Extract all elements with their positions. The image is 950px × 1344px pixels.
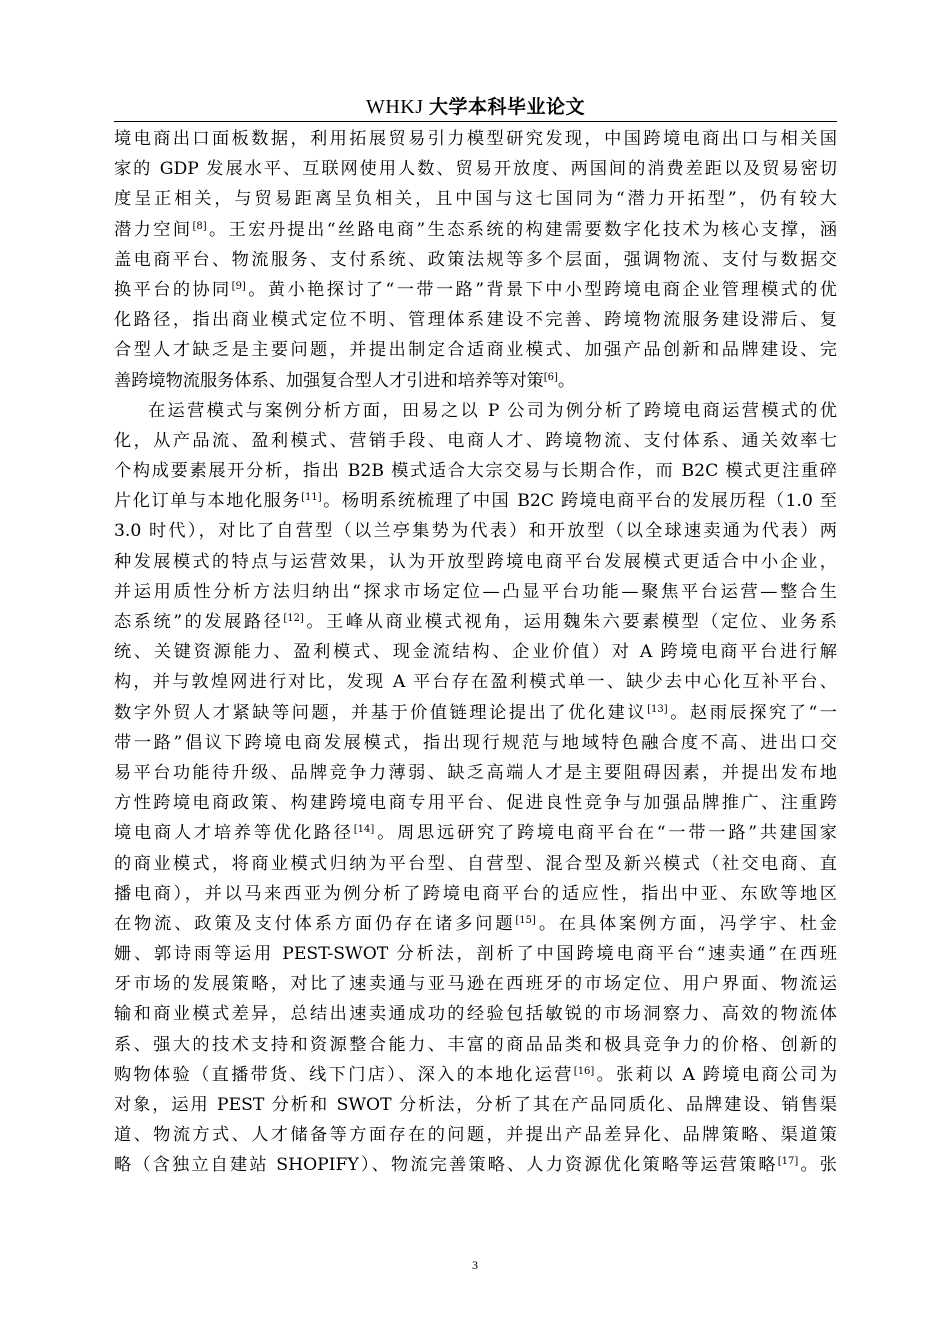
text-line bbox=[114, 335, 837, 365]
text-segment: 家的 GDP 发展水平、互联网使用人数、贸易开放度、两国间的消费差距以及贸易密切 bbox=[114, 159, 837, 180]
text-segment: 。杨明系统梳理了中国 B2C 跨境电商平台的发展历程（1.0 至 bbox=[321, 491, 837, 512]
text-line bbox=[114, 667, 837, 697]
text-segment: 带一路”倡议下跨境电商发展模式，指出现行规范与地域特色融合度不高、进出口交 bbox=[114, 732, 837, 753]
text-line bbox=[114, 215, 837, 245]
text-segment: 度呈正相关，与贸易距离呈负相关，且中国与这七国同为“潜力开拓型”，仍有较大 bbox=[114, 189, 837, 210]
text-segment: 。张 bbox=[798, 1155, 837, 1176]
page-number: 3 bbox=[472, 1258, 478, 1272]
text-line bbox=[114, 939, 837, 969]
text-line bbox=[114, 305, 837, 335]
text-line bbox=[114, 909, 837, 939]
citation-ref: [17] bbox=[777, 1156, 799, 1168]
citation-ref: [13] bbox=[647, 703, 668, 715]
text-segment: 在物流、政策及支付体系方面仍存在诸多问题 bbox=[114, 913, 516, 934]
text-line bbox=[114, 818, 837, 848]
text-line bbox=[114, 456, 837, 486]
text-segment: 易平台功能待升级、品牌竞争力薄弱、缺乏高端人才是主要阻碍因素，并提出发布地 bbox=[114, 762, 837, 783]
text-line bbox=[114, 879, 837, 909]
text-segment: 潜力空间 bbox=[114, 219, 193, 240]
text-segment: 3.0 时代），对比了自营型（以兰亭集势为代表）和开放型（以全球速卖通为代表）两 bbox=[114, 521, 837, 542]
text-line bbox=[114, 516, 837, 546]
text-segment: 系、强大的技术支持和资源整合能力、丰富的商品品类和极具竞争力的价格、创新的 bbox=[114, 1034, 837, 1055]
text-line bbox=[114, 1120, 837, 1150]
citation-ref: [12] bbox=[283, 613, 304, 624]
text-segment: 。周思远研究了跨境电商平台在“一带一路”共建国家 bbox=[374, 823, 837, 844]
text-line bbox=[114, 124, 837, 154]
text-segment: 购物体验（直播带货、线下门店）、深入的本地化运营 bbox=[114, 1064, 574, 1085]
citation-ref: [6] bbox=[543, 371, 558, 383]
citation-ref: [16] bbox=[573, 1065, 595, 1077]
text-segment: 。王宏丹提出“丝路电商”生态系统的构建需要数字化技术为核心支撑，涵 bbox=[206, 219, 837, 240]
text-segment: 善跨境物流服务体系、加强复合型人才引进和培养等对策 bbox=[114, 370, 544, 391]
text-line bbox=[114, 275, 837, 305]
text-segment: 。王峰从商业模式视角，运用魏朱六要素模型（定位、业务系 bbox=[303, 612, 837, 632]
text-segment: 输和商业模式差异，总结出速卖通成功的经验包括敏锐的市场洞察力、高效的物流体 bbox=[114, 1004, 837, 1025]
text-segment: 姗、郭诗雨等运用 PEST-SWOT 分析法，剖析了中国跨境电商平台“速卖通”在西班 bbox=[114, 944, 837, 965]
text-line bbox=[114, 366, 837, 396]
text-segment: 统、关键资源能力、盈利模式、现金流结构、企业价值）对 A 跨境电商平台进行解 bbox=[114, 642, 837, 663]
citation-ref: [14] bbox=[353, 824, 375, 836]
text-segment: 态系统”的发展路径 bbox=[114, 612, 284, 632]
text-segment: 播电商），并以马来西亚为例分析了跨境电商平台的适应性，指出中亚、东欧等地区 bbox=[114, 883, 837, 904]
text-line bbox=[114, 1150, 837, 1180]
text-line bbox=[114, 1030, 837, 1060]
text-segment: 略（含独立自建站 SHOPIFY）、物流完善策略、人力资源优化策略等运营策略 bbox=[114, 1155, 778, 1176]
text-segment: 片化订单与本地化服务 bbox=[114, 491, 302, 512]
text-line bbox=[114, 1090, 837, 1120]
text-line bbox=[114, 184, 837, 214]
text-line bbox=[114, 607, 837, 637]
text-segment: 种发展模式的特点与运营效果，认为开放型跨境电商平台发展模式更适合中小企业， bbox=[114, 551, 837, 572]
text-segment: 境电商人才培养等优化路径 bbox=[114, 823, 354, 844]
text-line bbox=[114, 637, 837, 667]
text-segment: 的商业模式，将商业模式归纳为平台型、自营型、混合型及新兴模式（社交电商、直 bbox=[114, 853, 837, 874]
text-segment: 化路径，指出商业模式定位不明、管理体系建设不完善、跨境物流服务建设滞后、复 bbox=[114, 310, 837, 331]
body-text bbox=[114, 124, 837, 1181]
header-latin: WHKJ bbox=[365, 96, 430, 118]
citation-ref: [11] bbox=[301, 492, 322, 504]
text-segment: 合型人才缺乏是主要问题，并提出制定合适商业模式、加强产品创新和品牌建设、完 bbox=[114, 340, 837, 361]
text-segment: 牙市场的发展策略，对比了速卖通与亚马逊在西班牙的市场定位、用户界面、物流运 bbox=[114, 974, 837, 995]
text-segment: 。黄小艳探讨了“一带一路”背景下中小型跨境电商企业管理模式的优 bbox=[245, 279, 837, 300]
text-line bbox=[114, 728, 837, 758]
text-segment: 换平台的协同 bbox=[114, 279, 232, 300]
page-header bbox=[114, 94, 837, 122]
text-line bbox=[114, 486, 837, 516]
text-segment: 数字外贸人才紧缺等问题，并基于价值链理论提出了优化建议 bbox=[114, 702, 648, 723]
text-line bbox=[114, 698, 837, 728]
text-segment: 。 bbox=[557, 370, 576, 391]
text-segment: 对象，运用 PEST 分析和 SWOT 分析法，分析了其在产品同质化、品牌建设、销售渠 bbox=[114, 1095, 837, 1115]
text-segment: 境电商出口面板数据，利用拓展贸易引力模型研究发现，中国跨境电商出口与相关国 bbox=[114, 129, 837, 149]
text-segment: 在运营模式与案例分析方面，田易之以 P 公司为例分析了跨境电商运营模式的优 bbox=[148, 400, 837, 421]
text-segment: 道、物流方式、人才储备等方面存在的问题，并提出产品差异化、品牌策略、渠道策 bbox=[114, 1125, 837, 1146]
text-segment: 盖电商平台、物流服务、支付系统、政策法规等多个层面，强调物流、支付与数据交 bbox=[114, 249, 837, 270]
text-segment: 个构成要素展开分析，指出 B2B 模式适合大宗交易与长期合作，而 B2C 模式更注重碎 bbox=[114, 461, 837, 482]
text-line bbox=[114, 547, 837, 577]
text-line bbox=[114, 969, 837, 999]
text-segment: 构，并与敦煌网进行对比，发现 A 平台存在盈利模式单一、缺少去中心化互补平台、 bbox=[114, 672, 837, 693]
header-title: 大学本科毕业论文 bbox=[429, 96, 586, 118]
text-segment: 并运用质性分析方法归纳出“探求市场定位—凸显平台功能—聚焦平台运营—整合生 bbox=[114, 581, 837, 602]
text-segment: 。赵雨辰探究了“一 bbox=[667, 702, 837, 723]
citation-ref: [9] bbox=[231, 280, 246, 292]
text-line bbox=[114, 849, 837, 879]
text-line bbox=[114, 999, 837, 1029]
text-line bbox=[114, 1060, 837, 1090]
text-segment: 方性跨境电商政策、构建跨境电商专用平台、促进良性竞争与加强品牌推广、注重跨 bbox=[114, 793, 837, 814]
text-line bbox=[114, 245, 837, 275]
text-line bbox=[114, 577, 837, 607]
citation-ref: [15] bbox=[515, 914, 536, 926]
text-line bbox=[114, 426, 837, 456]
text-segment: 化，从产品流、盈利模式、营销手段、电商人才、跨境物流、支付体系、通关效率七 bbox=[114, 430, 837, 451]
text-line bbox=[114, 758, 837, 788]
text-segment: 。张莉以 A 跨境电商公司为 bbox=[594, 1064, 837, 1085]
text-segment: 。在具体案例方面，冯学宇、杜金 bbox=[535, 913, 837, 934]
citation-ref: [8] bbox=[192, 220, 207, 232]
text-line bbox=[114, 396, 837, 426]
text-line bbox=[114, 154, 837, 184]
text-line bbox=[114, 788, 837, 818]
